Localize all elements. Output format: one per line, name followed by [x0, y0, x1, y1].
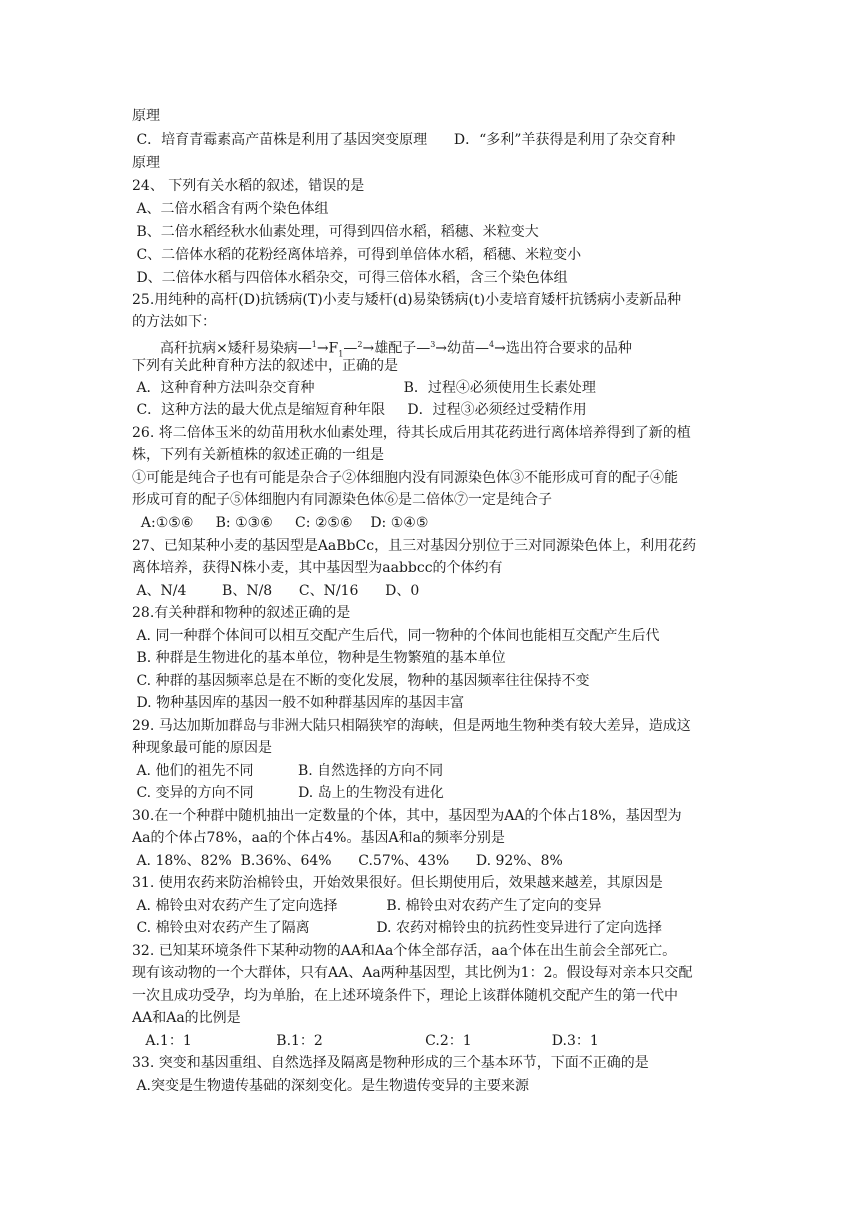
text-line: 种现象最可能的原因是: [132, 740, 272, 756]
options-cd: C．这种方法的最大优点是缩短育种年限 D．过程③必须经过受精作用: [132, 402, 587, 418]
question-27-stem: 27、已知某种小麦的基因型是AaBbCc，且三对基因分别位于三对同源染色体上，利用花药: [132, 538, 697, 554]
question-28-stem: 28.有关种群和物种的叙述正确的是: [132, 605, 351, 621]
scheme-text: —: [343, 340, 358, 357]
option-d: D. 物种基因库的基因一般不如种群基因库的基因丰富: [132, 695, 465, 711]
question-24-stem: 24、 下列有关水稻的叙述，错误的是: [132, 178, 365, 194]
options-ab: A．这种育种方法叫杂交育种 B．过程④必须使用生长素处理: [132, 380, 596, 396]
options-ab: A. 他们的祖先不同 B. 自然选择的方向不同: [132, 763, 444, 779]
text-line: 原理: [132, 155, 160, 171]
text-line: 离体培养，获得N株小麦，其中基因型为aabbcc的个体约有: [132, 560, 503, 576]
question-26-stem: 26. 将二倍体玉米的幼苗用秋水仙素处理，待其长成后用其花药进行离体培养得到了新的植: [132, 425, 691, 441]
text-line: AA和Aa的比例是: [132, 1010, 241, 1026]
text-line: 的方法如下：: [132, 314, 216, 330]
options-cd: C. 棉铃虫对农药产生了隔离 D. 农药对棉铃虫的抗药性变异进行了定向选择: [132, 920, 662, 936]
scheme-text: →幼苗—: [435, 340, 490, 357]
text-line: 一次且成功受孕，均为单胎，在上述环境条件下，理论上该群体随机交配产生的第一代中: [132, 988, 678, 1004]
options-row: A、N/4 B、N/8 C、N/16 D、0: [132, 583, 420, 599]
option-d: D、二倍体水稻与四倍体水稻杂交，可得三倍体水稻，含三个染色体组: [132, 270, 568, 286]
option-c: C、二倍体水稻的花粉经离体培养，可得到单倍体水稻，稻穗、米粒变小: [132, 247, 582, 263]
step-number: 3: [430, 340, 436, 349]
step-number: 4: [489, 340, 495, 349]
scheme-text: →F: [316, 340, 339, 357]
scheme-text: 高秆抗病×矮秆易染病—: [160, 340, 312, 357]
text-line: 株，下列有关新植株的叙述正确的一组是: [132, 447, 384, 463]
step-number: 2: [357, 340, 363, 349]
text-line: 形成可育的配子⑤体细胞内有同源染色体⑥是二倍体⑦一定是纯合子: [132, 492, 552, 508]
question-29-stem: 29. 马达加斯加群岛与非洲大陆只相隔狭窄的海峡，但是两地生物种类有较大差异，造成这: [132, 718, 691, 734]
text-line: 下列有关此种育种方法的叙述中，正确的是: [132, 358, 398, 374]
options-row: A.1：1 B.1：2 C.2：1 D.3：1: [132, 1033, 599, 1049]
question-31-stem: 31. 使用农药来防治棉铃虫，开始效果很好。但长期使用后，效果越来越差，其原因是: [132, 875, 663, 891]
subscript: 1: [338, 349, 344, 359]
text-line: ①可能是纯合子也有可能是杂合子②体细胞内没有同源染色体③不能形成可育的配子④能: [132, 470, 678, 486]
text-line: C．培育青霉素高产苗株是利用了基因突变原理 D．“多利”羊获得是利用了杂交育种: [132, 132, 676, 148]
option-b: B. 种群是生物进化的基本单位，物种是生物繁殖的基本单位: [132, 650, 506, 666]
options-cd: C. 变异的方向不同 D. 岛上的生物没有进化: [132, 785, 444, 801]
options-row: A:①⑤⑥ B: ①③⑥ C: ②⑤⑥ D: ①④⑤: [132, 515, 429, 531]
question-30-stem: 30.在一个种群中随机抽出一定数量的个体，其中，基因型为AA的个体占18%，基因型为: [132, 808, 682, 824]
options-ab: A. 棉铃虫对农药产生了定向选择 B. 棉铃虫对农药产生了定向的变异: [132, 898, 602, 914]
step-number: 1: [311, 340, 317, 349]
text-line: 原理: [132, 108, 160, 124]
option-c: C. 种群的基因频率总是在不断的变化发展，物种的基因频率往往保持不变: [132, 673, 590, 689]
scheme-text: →雄配子—: [362, 340, 431, 357]
question-25-stem: 25.用纯种的高杆(D)抗锈病(T)小麦与矮杆(d)易染锈病(t)小麦培育矮杆抗锈病小麦新品种: [132, 292, 682, 308]
scheme-text: →选出符合要求的品种: [494, 340, 632, 357]
question-32-stem: 32. 已知某环境条件下某种动物的AA和Aa个体全部存活，aa个体在出生前会全部死亡。: [132, 943, 677, 959]
question-33-stem: 33. 突变和基因重组、自然选择及隔离是物种形成的三个基本环节，下面不正确的是: [132, 1055, 649, 1071]
option-a: A、二倍水稻含有两个染色体组: [132, 201, 329, 217]
text-line: Aa的个体占78%，aa的个体占4%。基因A和a的频率分别是: [132, 830, 505, 846]
option-a: A. 同一种群个体间可以相互交配产生后代，同一物种的个体间也能相互交配产生后代: [132, 628, 660, 644]
option-b: B、二倍水稻经秋水仙素处理，可得到四倍水稻，稻穗、米粒变大: [132, 224, 539, 240]
options-row: A. 18%、82% B.36%、64% C.57%、43% D. 92%、8%: [132, 853, 563, 869]
option-a: A.突变是生物遗传基础的深刻变化。是生物遗传变异的主要来源: [132, 1078, 530, 1094]
text-line: 现有该动物的一个大群体，只有AA、Aa两种基因型，其比例为1：2。假设每对亲本只交配: [132, 965, 693, 981]
